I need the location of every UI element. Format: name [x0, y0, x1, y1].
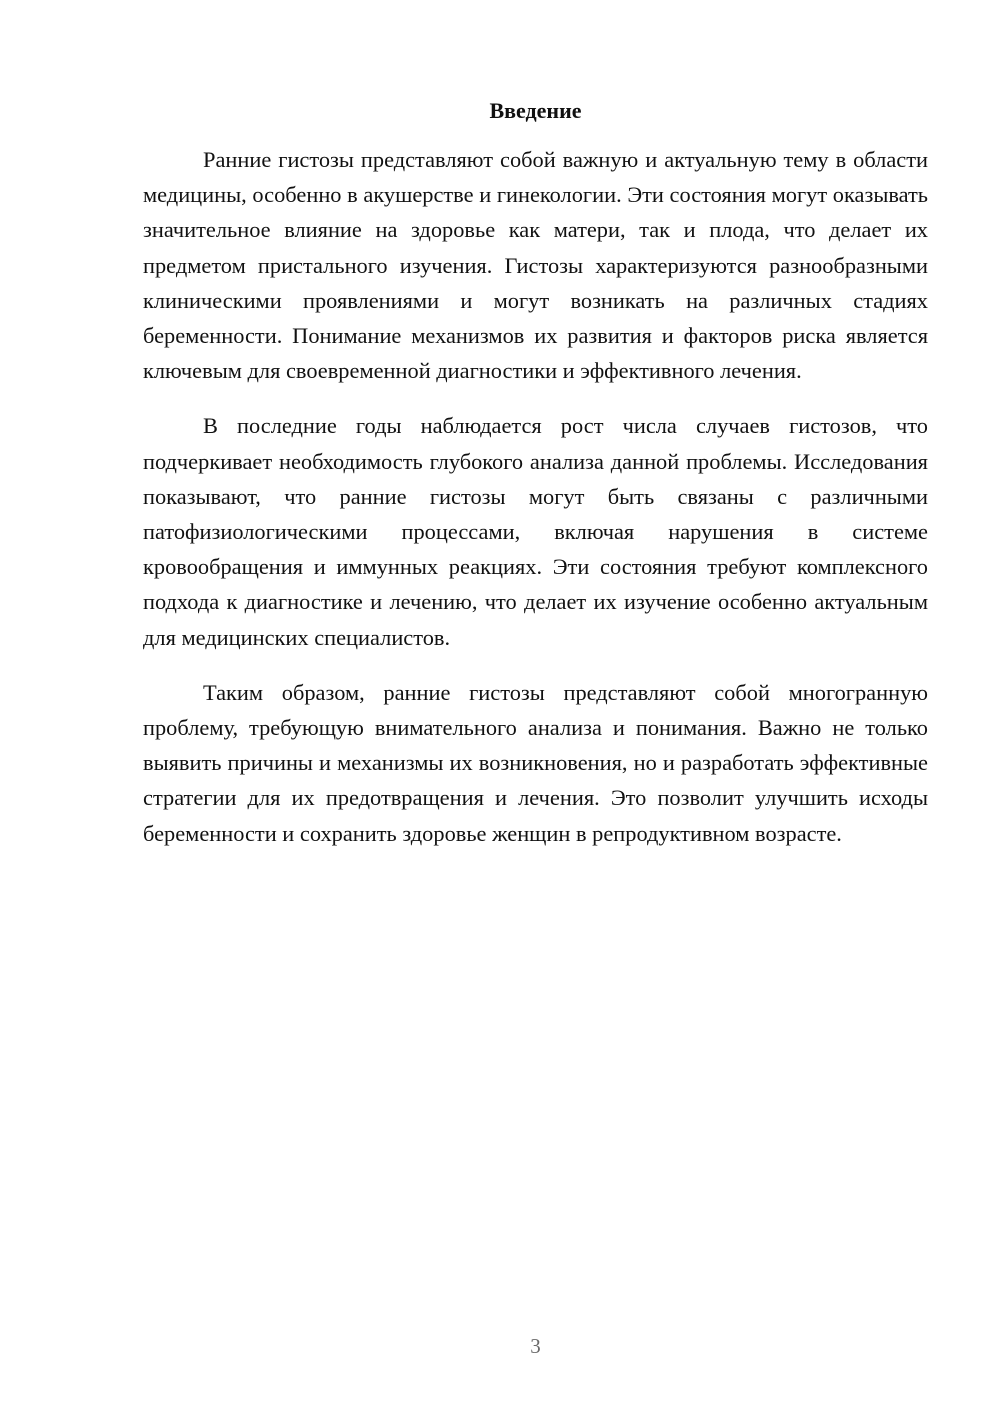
page-number: 3: [530, 1334, 541, 1358]
section-heading: Введение: [489, 98, 582, 123]
paragraph-2: В последние годы наблюдается рост числа случаев гистозов, что подчеркивает необходимость глубокого анализа данной проблемы. Исследования показывают, что ранние гистозы могут быть связаны с различными патофизиологическими процессами, включая нарушения в системе кровообращения и иммунных реакциях. Эти состояния требуют комплексного подхода к диагностике и лечению, что делает их изучение особенно актуальным для медицинских специалистов.: [143, 413, 928, 650]
body-text: [143, 142, 928, 871]
paragraph-3: Таким образом, ранние гистозы представляют собой многогранную проблему, требующую внимательного анализа и понимания. Важно не только выявить причины и механизмы их возникновения, но и разработать эффективные стратегии для их предотвращения и лечения. Это позволит улучшить исходы беременности и сохранить здоровье женщин в репродуктивном возрасте.: [143, 679, 928, 846]
paragraph-1: Ранние гистозы представляют собой важную и актуальную тему в области медицины, особенно в акушерстве и гинекологии. Эти состояния могут оказывать значительное влияние на здоровье как матери, так и плода, что делает их предметом пристального изучения. Гистозы характеризуются разнообразными клиническими проявлениями и могут возникать на различных стадиях беременности. Понимание механизмов их развития и факторов риска является ключевым для своевременной диагностики и эффективного лечения.: [143, 147, 928, 384]
